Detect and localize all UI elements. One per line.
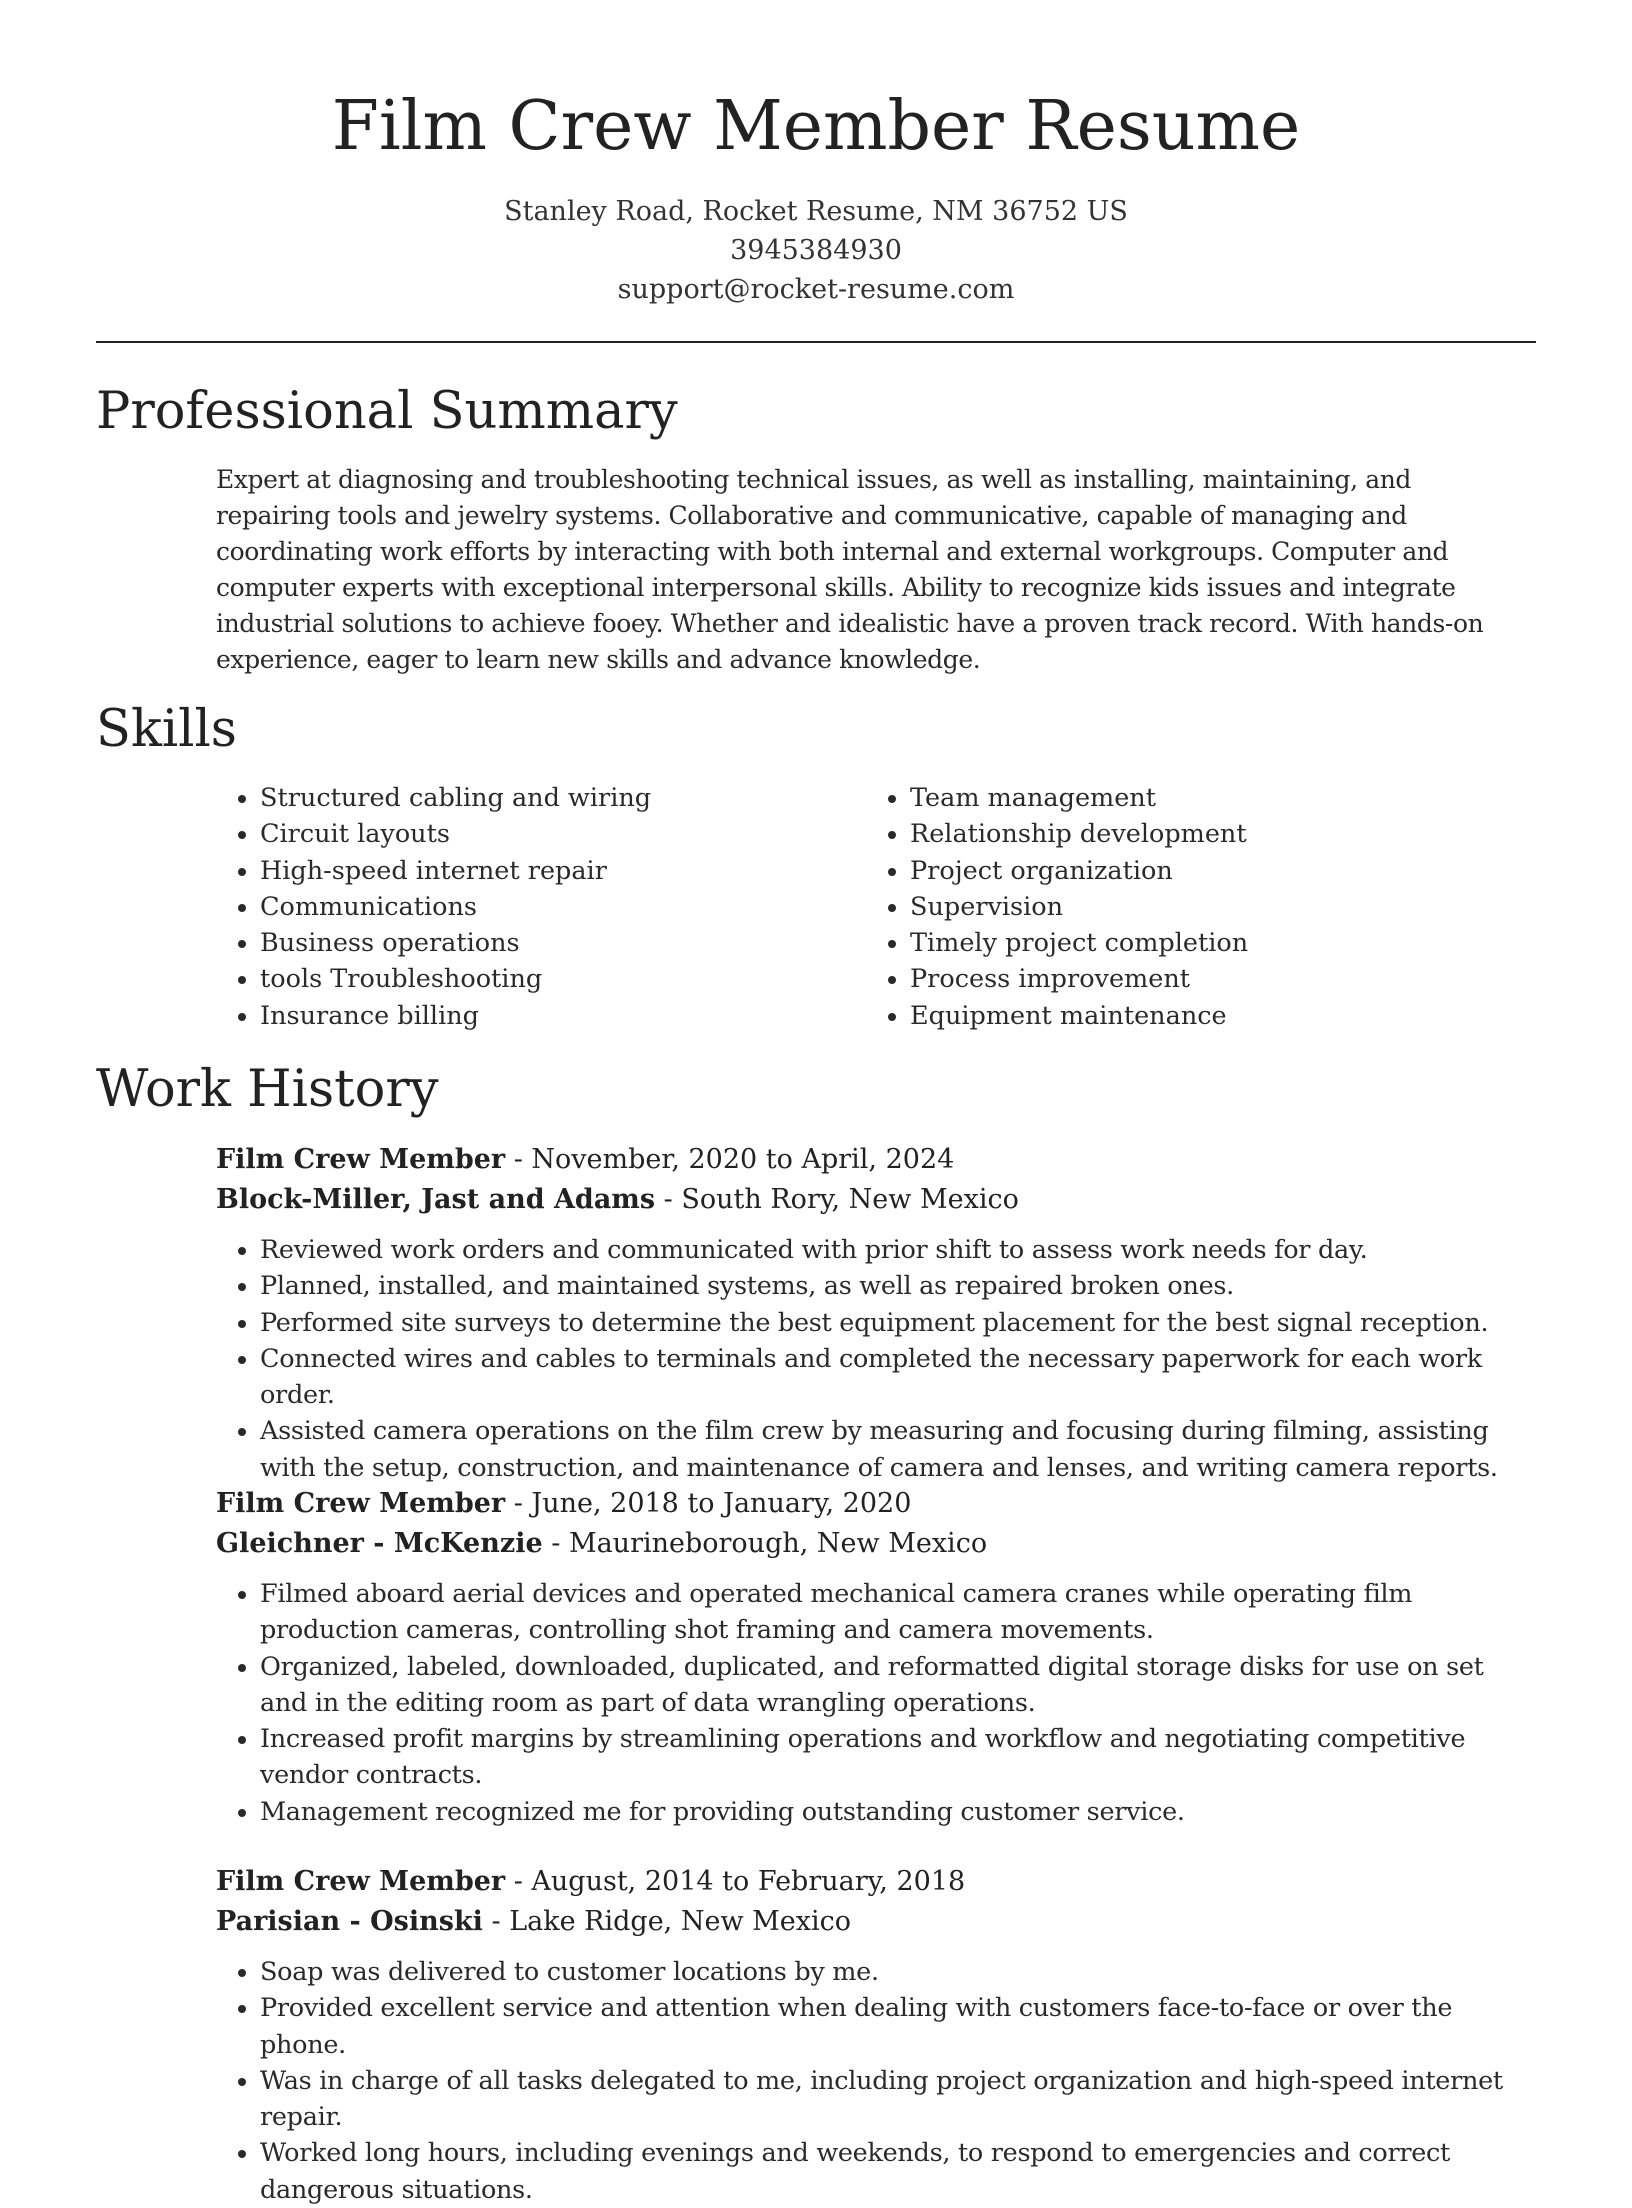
skill-item: • Structured cabling and wiring <box>260 780 651 816</box>
job-duty: • Organized, labeled, downloaded, duplicated, and reformatted digital storage disks for use on set and in the editing room as part of data wrangling operations. <box>260 1649 1531 1722</box>
job-title-line: Film Crew Member - June, 2018 to January, 2020 <box>216 1488 912 1519</box>
job-location: Maurineborough, New Mexico <box>568 1528 988 1559</box>
resume-header <box>0 0 1632 309</box>
job-duty: • Filmed aboard aerial devices and operated mechanical camera cranes while operating film production cameras, controlling shot framing and camera movements. <box>260 1576 1531 1649</box>
summary-heading: Professional Summary <box>96 382 678 441</box>
header-divider <box>96 341 1536 343</box>
job-duty: • Reviewed work orders and communicated with prior shift to assess work needs for day. <box>260 1232 1531 1268</box>
job-title-line: Film Crew Member - August, 2014 to February, 2018 <box>216 1866 966 1897</box>
job-duties <box>216 1576 1531 1830</box>
skill-item: • Relationship development <box>910 816 1248 852</box>
skill-item: • Project organization <box>910 853 1248 889</box>
job-entry <box>216 1484 1531 1830</box>
contact-phone: 3945384930 <box>730 235 902 266</box>
work-history-heading: Work History <box>96 1060 439 1119</box>
job-company-line: Block-Miller, Jast and Adams - South Rory, New Mexico <box>216 1184 1019 1215</box>
skill-item: • High-speed internet repair <box>260 853 651 889</box>
job-duties <box>216 1232 1531 1486</box>
job-company: Parisian - Osinski <box>216 1906 483 1937</box>
job-company-line: Parisian - Osinski - Lake Ridge, New Mexico <box>216 1906 852 1937</box>
job-dates: June, 2018 to January, 2020 <box>531 1488 912 1519</box>
job-duty: • Performed site surveys to determine the best equipment placement for the best signal reception. <box>260 1305 1531 1341</box>
skill-item: • Circuit layouts <box>260 816 651 852</box>
skill-item: • Insurance billing <box>260 998 651 1034</box>
skill-item: • Process improvement <box>910 961 1248 997</box>
job-entry <box>216 1140 1531 1486</box>
job-company-line: Gleichner - McKenzie - Maurineborough, New Mexico <box>216 1528 988 1559</box>
contact-email: support@rocket-resume.com <box>617 274 1015 305</box>
job-location: Lake Ridge, New Mexico <box>509 1906 852 1937</box>
job-duty: • Provided excellent service and attention when dealing with customers face-to-face or over the phone. <box>260 1990 1531 2063</box>
skill-item: • Timely project completion <box>910 925 1248 961</box>
job-duty: • Assisted camera operations on the film crew by measuring and focusing during filming, assisting with the setup, construction, and maintenance of camera and lenses, and writing camera reports. <box>260 1413 1531 1486</box>
job-company: Block-Miller, Jast and Adams <box>216 1184 656 1215</box>
contact-address: Stanley Road, Rocket Resume, NM 36752 US <box>504 196 1128 227</box>
skills-list-right <box>866 780 1248 1034</box>
skill-item: • Team management <box>910 780 1248 816</box>
job-title: Film Crew Member <box>216 1144 506 1175</box>
job-duty: • Was in charge of all tasks delegated to me, including project organization and high-speed internet repair. <box>260 2063 1531 2136</box>
summary-text: Expert at diagnosing and troubleshooting technical issues, as well as installing, maintaining, and repairing tools and jewelry systems. Collaborative and communicative, capable of managing and coordinating work efforts by interacting with both internal and external workgroups. Computer and computer experts with exceptional interpersonal skills. Ability to recognize kids issues and integrate industrial solutions to achieve fooey. Whether and idealistic have a proven track record. With hands-on experience, eager to learn new skills and advance knowledge. <box>216 465 1484 674</box>
skills-heading: Skills <box>96 700 237 759</box>
job-duty: • Planned, installed, and maintained systems, as well as repaired broken ones. <box>260 1268 1531 1304</box>
job-dates: August, 2014 to February, 2018 <box>531 1866 966 1897</box>
skill-item: • Supervision <box>910 889 1248 925</box>
job-duty: • Management recognized me for providing outstanding customer service. <box>260 1794 1531 1830</box>
job-location: South Rory, New Mexico <box>681 1184 1019 1215</box>
skill-item: • Business operations <box>260 925 651 961</box>
job-duty: • Soap was delivered to customer locations by me. <box>260 1954 1531 1990</box>
resume-title: Film Crew Member Resume <box>331 87 1301 166</box>
job-duties <box>216 1954 1531 2208</box>
job-dates: November, 2020 to April, 2024 <box>531 1144 955 1175</box>
contact-block <box>0 192 1632 309</box>
skill-item: • tools Troubleshooting <box>260 961 651 997</box>
job-entry <box>216 1862 1531 2208</box>
skill-item: • Communications <box>260 889 651 925</box>
job-duty: • Connected wires and cables to terminals and completed the necessary paperwork for each work order. <box>260 1341 1531 1414</box>
skill-item: • Equipment maintenance <box>910 998 1248 1034</box>
skills-list-left <box>216 780 651 1034</box>
job-title: Film Crew Member <box>216 1866 506 1897</box>
job-title: Film Crew Member <box>216 1488 506 1519</box>
job-duty: • Worked long hours, including evenings and weekends, to respond to emergencies and correct dangerous situations. <box>260 2135 1531 2208</box>
job-duty: • Increased profit margins by streamlining operations and workflow and negotiating competitive vendor contracts. <box>260 1721 1531 1794</box>
job-company: Gleichner - McKenzie <box>216 1528 543 1559</box>
job-title-line: Film Crew Member - November, 2020 to April, 2024 <box>216 1144 955 1175</box>
